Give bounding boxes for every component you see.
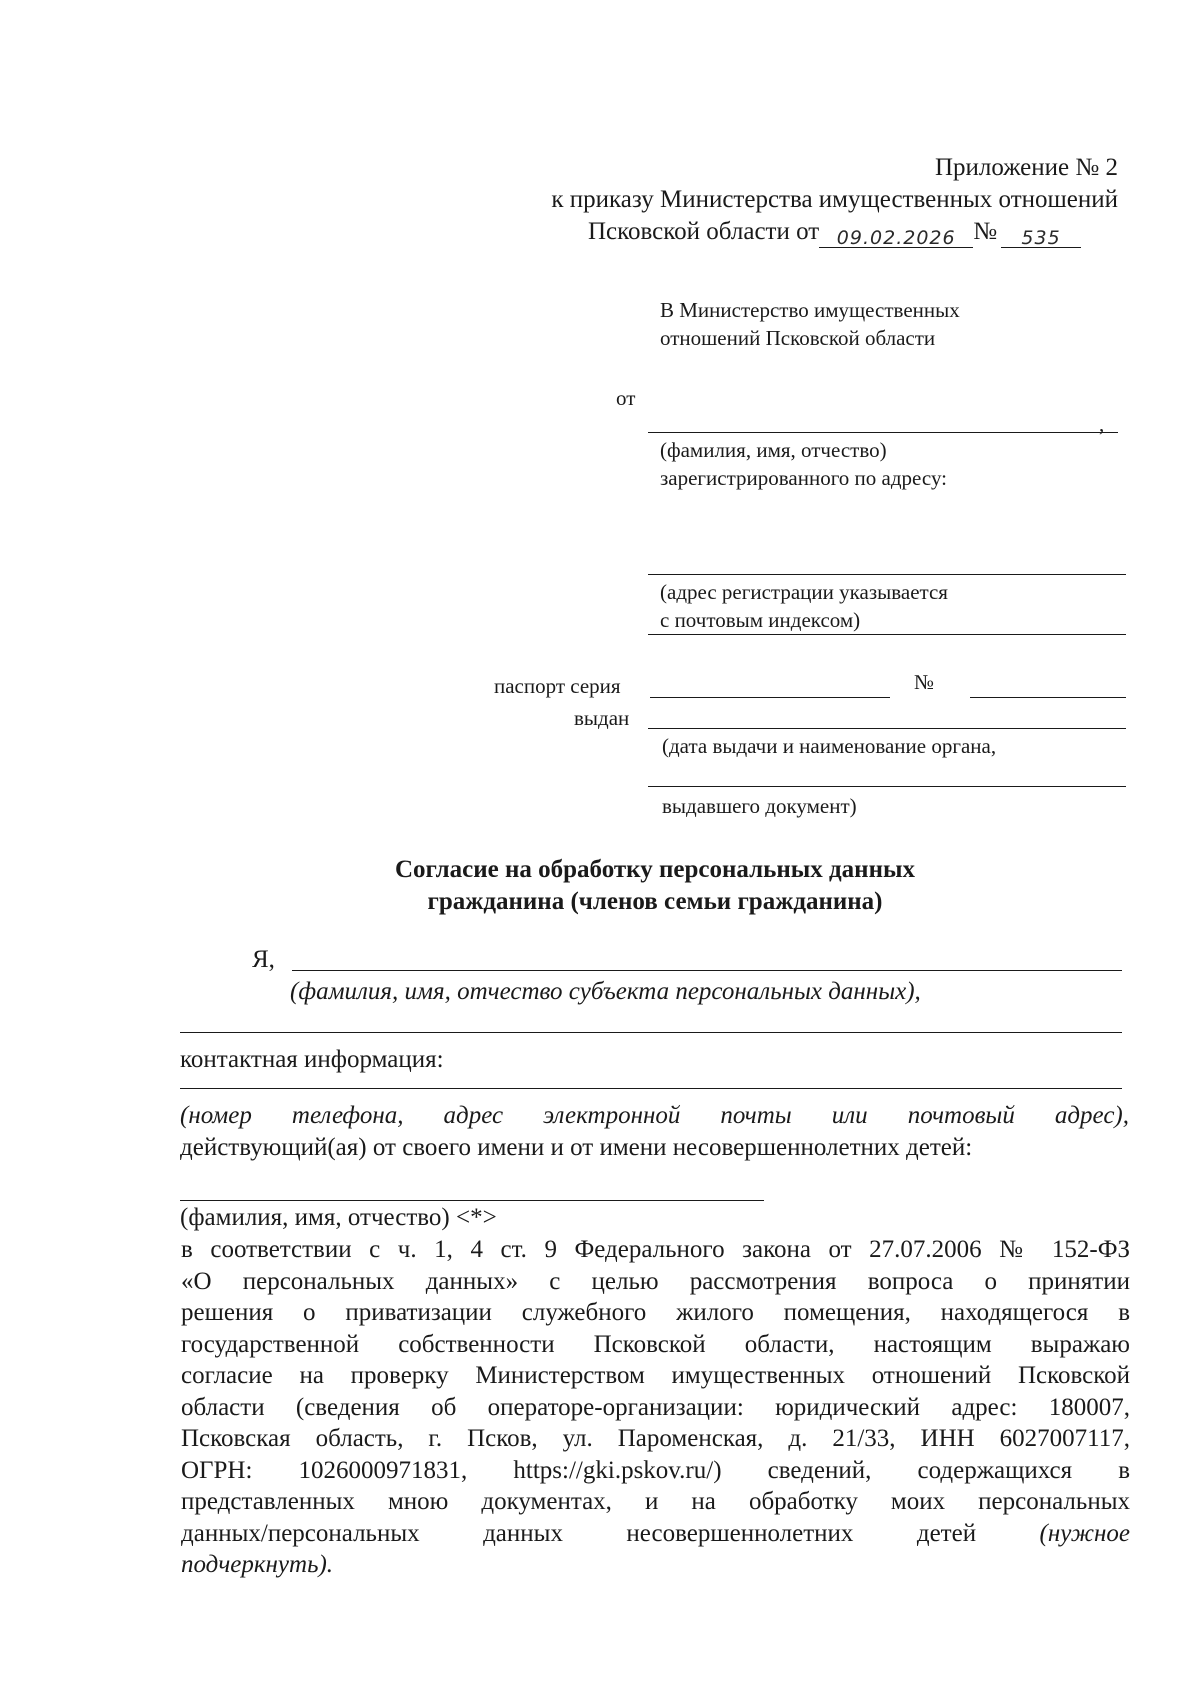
issued-hint-line-2: выдавшего документ) (662, 794, 857, 818)
issued-by-line[interactable] (648, 728, 1126, 729)
passport-number-line[interactable] (970, 697, 1126, 698)
consent-line: государственной собственности Псковской области, настоящим выражаю (181, 1330, 1130, 1358)
underline-note-end: подчеркнуть). (181, 1551, 334, 1578)
consent-body (181, 1234, 1130, 1581)
issued-hint-line-1: (дата выдачи и наименование органа, (662, 734, 997, 758)
address-hint-line-1: (адрес регистрации указывается (660, 580, 948, 604)
consent-line: согласие на проверку Министерством имущественных отношений Псковской (181, 1362, 1130, 1389)
passport-number-sign: № (914, 670, 935, 694)
acting-statement: действующий(ая) от своего имени и от имени несовершеннолетних детей: (180, 1134, 973, 1161)
consent-line: решения о приватизации служебного жилого помещения, находящегося в (181, 1299, 1130, 1326)
contact-info-line[interactable] (180, 1088, 1122, 1089)
addressee-line-2: отношений Псковской области (660, 326, 936, 350)
appendix-number: Приложение № 2 (934, 154, 1118, 181)
order-region-label: Псковской области от (588, 218, 820, 245)
subject-name-hint: (фамилия, имя, отчество субъекта персональных данных), (290, 978, 921, 1005)
children-names-line[interactable] (180, 1200, 764, 1201)
registered-address-label: зарегистрированного по адресу: (660, 466, 947, 490)
consent-line: представленных мною документах, и на обработку моих персональных (181, 1488, 1130, 1515)
address-extra-line[interactable] (648, 634, 1126, 635)
consent-line-with-note (181, 1518, 1130, 1550)
children-names-hint: (фамилия, имя, отчество) <*> (180, 1204, 497, 1231)
registration-address-line[interactable] (648, 574, 1126, 575)
consent-line: ОГРН: 1026000971831, https://gki.pskov.ru/) сведений, содержащихся в (181, 1456, 1130, 1484)
sender-name-line[interactable] (648, 432, 1118, 433)
sender-name-hint: (фамилия, имя, отчество) (660, 438, 887, 462)
underline-note-start: (нужное (1039, 1519, 1131, 1547)
order-date-field (819, 221, 973, 248)
address-hint-line-2: с почтовым индексом) (660, 608, 861, 632)
contact-info-label: контактная информация: (180, 1046, 444, 1073)
order-date-line (588, 216, 1081, 248)
order-date-handwritten: 09.02.2026 (836, 227, 956, 249)
from-label: от (616, 386, 636, 410)
consent-line: данных/персональных данных несовершеннолетних детей (181, 1519, 977, 1547)
ya-label: Я, (252, 946, 275, 973)
consent-line: в соответствии с ч. 1, 4 ст. 9 Федерального закона от 27.07.2006 № 152-ФЗ (181, 1236, 1130, 1263)
issued-by-line-2[interactable] (648, 786, 1126, 787)
document-title-line-1: Согласие на обработку персональных данных (394, 856, 915, 883)
addressee-line-1: В Министерство имущественных (660, 298, 960, 322)
sender-comma: , (1099, 412, 1105, 436)
passport-series-line[interactable] (650, 697, 890, 698)
order-number-field (1001, 221, 1081, 248)
consent-line: «О персональных данных» с целью рассмотрения вопроса о принятии (181, 1267, 1130, 1295)
consent-line: области (сведения об операторе-организации: юридический адрес: 180007, (181, 1393, 1130, 1421)
consent-line: Псковская область, г. Псков, ул. Пароменская, д. 21/33, ИНН 6027007117, (181, 1425, 1130, 1452)
issued-label: выдан (574, 706, 630, 730)
subject-name-line[interactable] (292, 970, 1122, 971)
passport-series-label: паспорт серия (494, 674, 621, 698)
order-number-sign: № (973, 218, 998, 245)
contact-info-hint: (номер телефона, адрес электронной почты или почтовый адрес), (180, 1102, 1129, 1129)
document-title-line-2: гражданина (членов семьи гражданина) (427, 888, 883, 915)
subject-name-line-2[interactable] (180, 1032, 1122, 1033)
order-reference: к приказу Министерства имущественных отношений (551, 186, 1118, 213)
order-number-handwritten: 535 (1021, 227, 1061, 249)
